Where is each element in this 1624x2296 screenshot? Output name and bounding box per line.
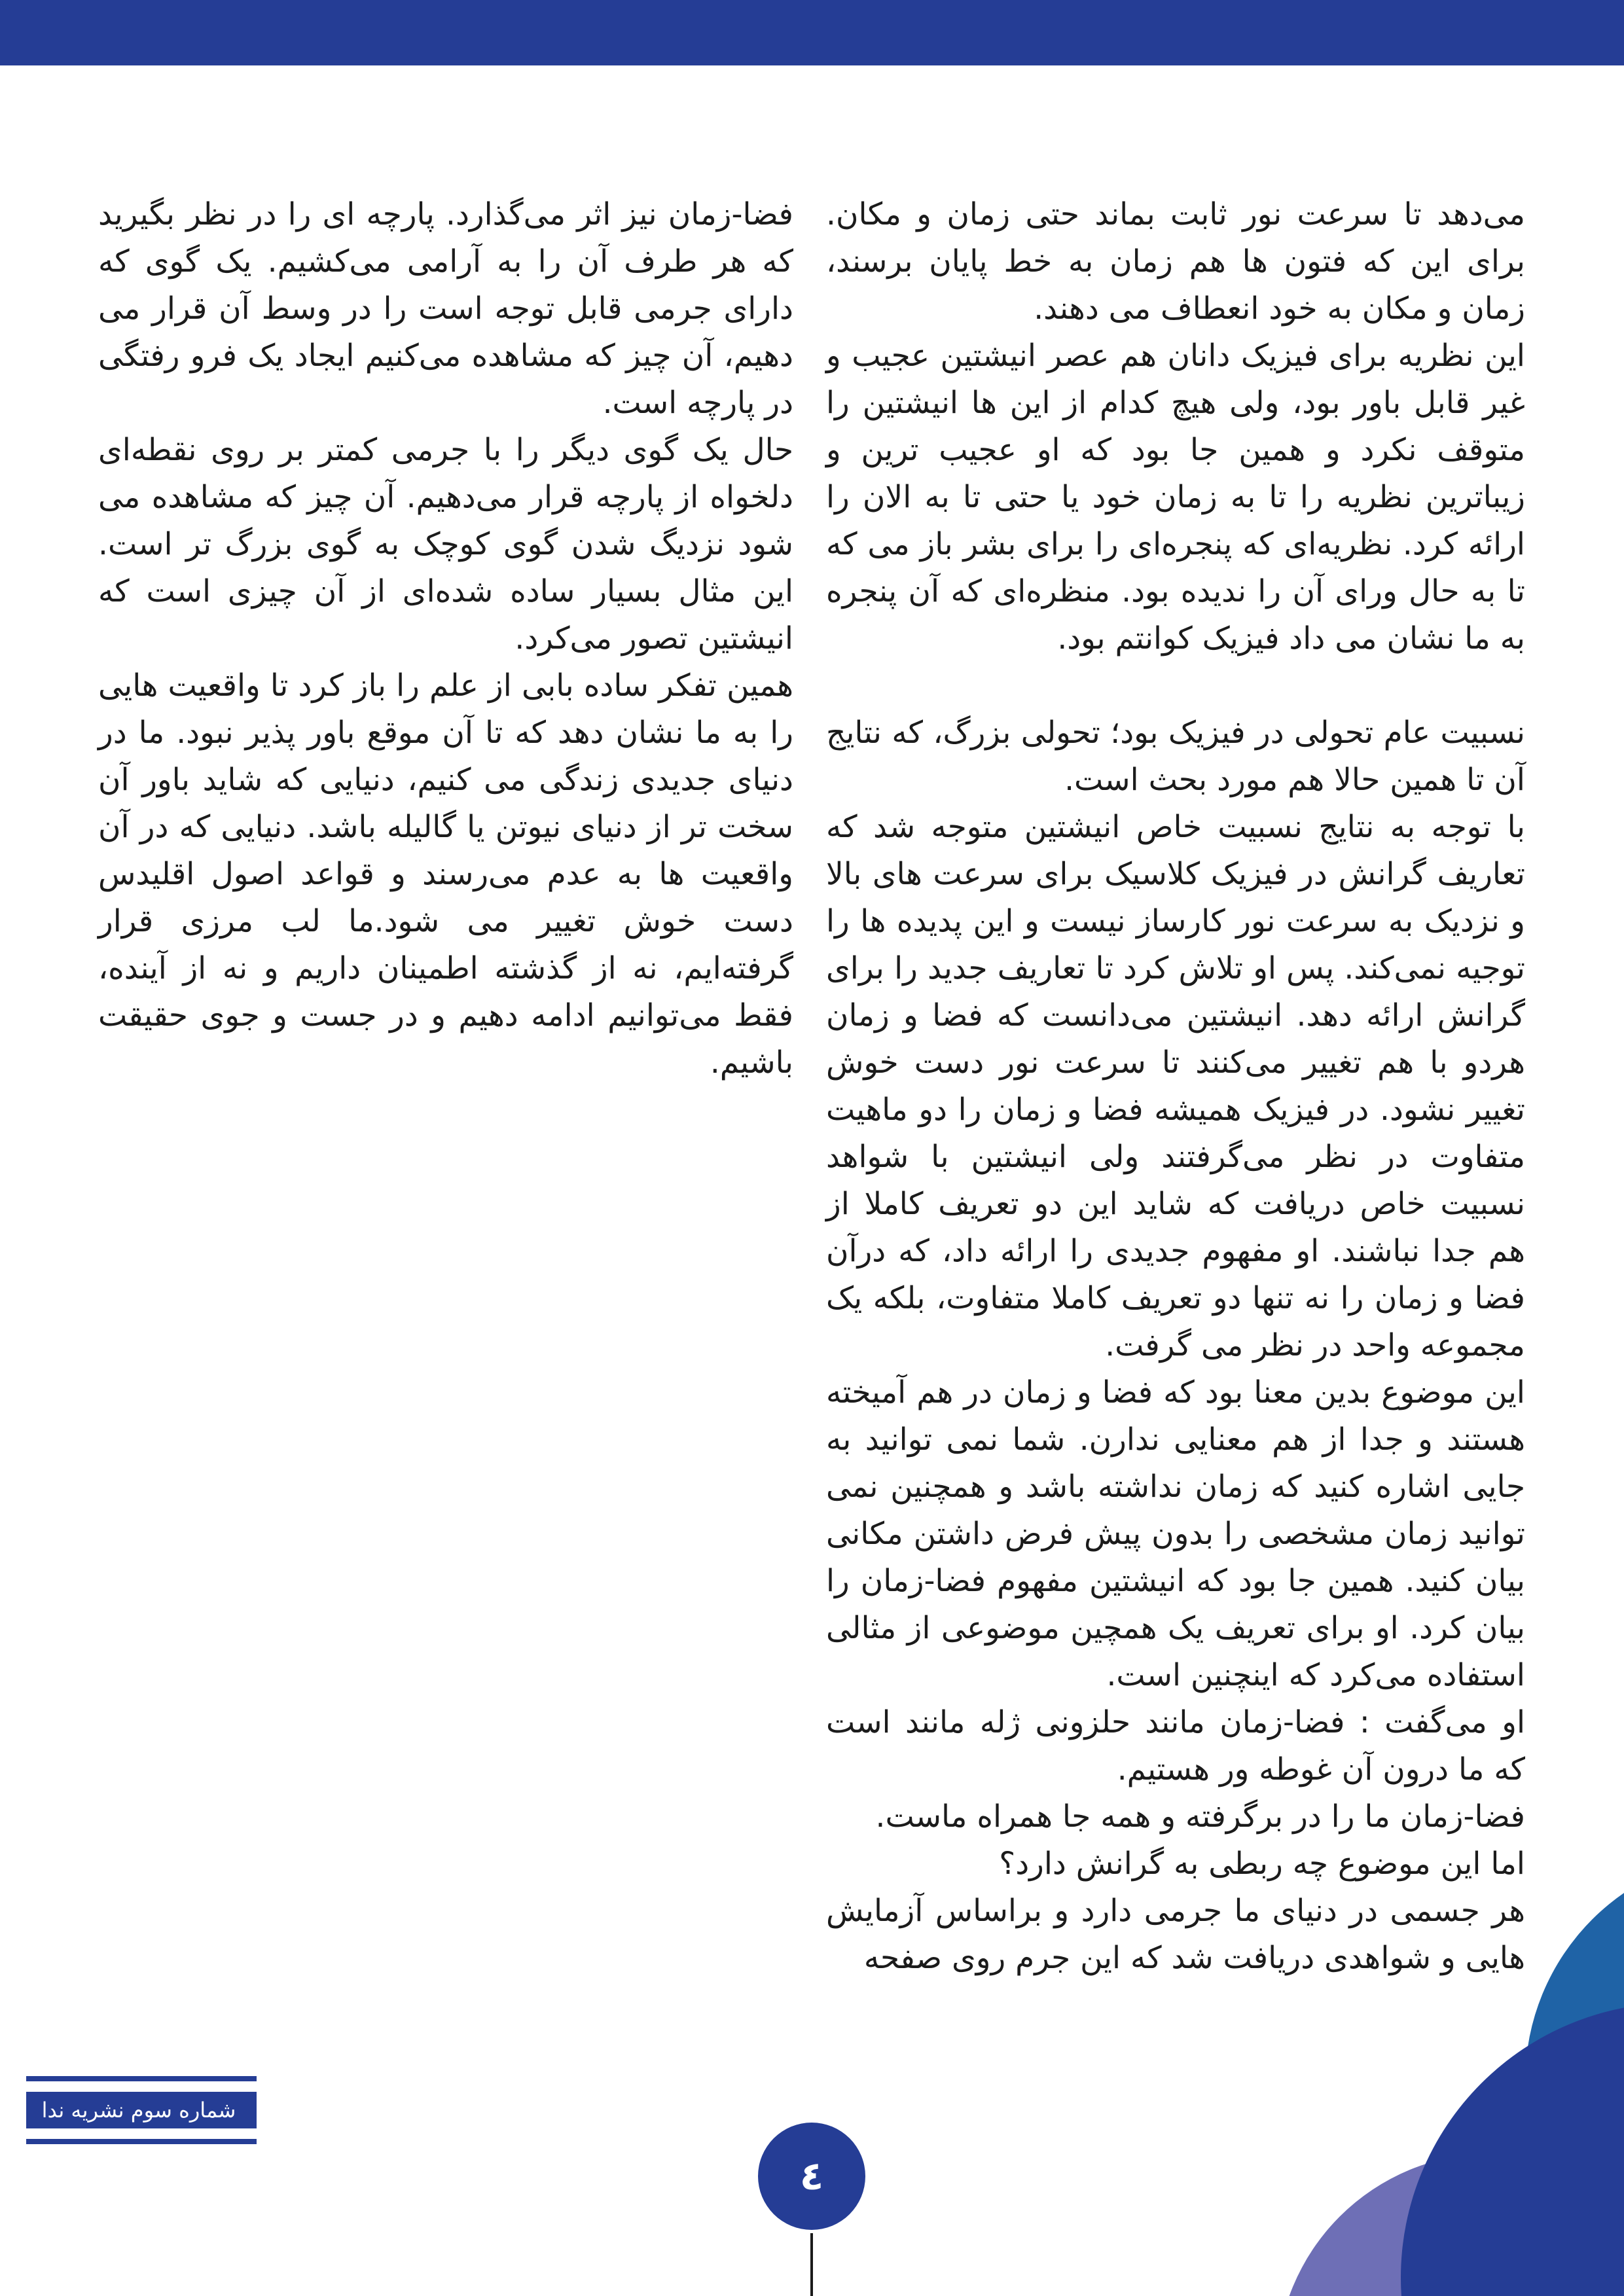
page-number: ٤ — [758, 2123, 865, 2230]
paragraph: حال یک گوی دیگر را با جرمی کمتر بر روی نقطه‌ای دلخواه از پارچه قرار می‌دهیم. آن چیز که مشاهده می شود نزدیگ شدن گوی کوچک به گوی بزرگ تر است. این مثال بسیار ساده شده‌ای از آن چیزی است که انیشتین تصور می‌کرد. — [98, 432, 793, 656]
paragraph: می‌دهد تا سرعت نور ثابت بماند حتی زمان و مکان. برای این که فتون ها هم زمان به خط پایان برسند، زمان و مکان به خود انعطاف می دهند. — [826, 196, 1525, 327]
badge-rule-top — [26, 2076, 257, 2081]
paragraph: این موضوع بدین معنا بود که فضا و زمان در هم آمیخته هستند و جدا از هم معنایی ندارن. شما نمی توانید به جایی اشاره کنید که زمان نداشته باشد و همچنین نمی توانید زمان مشخصی را بدون پیش فرض داشتن مکانی بیان کنید. همین جا بود که انیشتین مفهوم فضا-زمان را بیان کرد. او برای تعریف یک همچین موضوعی از مثالی استفاده می‌کرد که اینچنین است. — [826, 1374, 1525, 1693]
paragraph: اما این موضوع چه ربطی به گرانش دارد؟ — [999, 1846, 1525, 1882]
issue-badge — [26, 2076, 257, 2144]
badge-rule-bottom — [26, 2139, 257, 2144]
decor-circle-light-blue — [1525, 1852, 1624, 2296]
decor-circle-violet — [1276, 2153, 1624, 2296]
paragraph: او می‌گفت : فضا-زمان مانند حلزونی ژله مانند است که ما درون آن غوطه ور هستیم. — [826, 1704, 1525, 1787]
article-column-right — [826, 191, 1525, 1982]
paragraph: هر جسمی در دنیای ما جرمی دارد و براساس آزمایش هایی و شواهدی دریافت شد که این جرم روی صفحه — [826, 1893, 1525, 1976]
issue-badge-label: شماره سوم نشریه ندا — [26, 2092, 257, 2128]
paragraph-spacer — [826, 662, 1525, 709]
paragraph: فضا-زمان ما را در برگرفته و همه جا همراه ماست. — [875, 1799, 1525, 1835]
paragraph: همین تفکر ساده بابی از علم را باز کرد تا واقعیت هایی را به ما نشان دهد که تا آن موقع باور پذیر نبود. ما در دنیای جدیدی زندگی می کنیم، دنیایی که شاید باور آن سخت تر از دنیای نیوتن یا گالیله باشد. دنیایی که در آن واقعیت ها به عدم می‌رسند و قواعد اصول اقلیدس دست خوش تغییر می شود.ما لب مرزی قرار گرفته‌ایم، نه از گذشته اطمینان داریم و نه از آینده، فقط می‌توانیم ادامه دهیم و در جست و جوی حقیقت باشیم. — [98, 668, 793, 1081]
page-number-line — [810, 2233, 813, 2296]
top-header-bar — [0, 0, 1624, 65]
paragraph: نسبیت عام تحولی در فیزیک بود؛ تحولی بزرگ، که نتایج آن تا همین حالا هم مورد بحث است. — [826, 715, 1525, 798]
paragraph: فضا-زمان نیز اثر می‌گذارد. پارچه ای را در نظر بگیرید که هر طرف آن را به آرامی می‌کشیم. یک گوی که دارای جرمی قابل توجه است را در وسط آن قرار می دهیم، آن چیز که مشاهده می‌کنیم ایجاد یک فرو رفتگی در پارچه است. — [98, 196, 793, 421]
article-column-left — [98, 191, 793, 1086]
paragraph: با توجه به نتایج نسبیت خاص انیشتین متوجه شد که تعاریف گرانش در فیزیک کلاسیک برای سرعت های بالا و نزدیک به سرعت نور کارساز نیست و این پدیده ها را توجیه نمی‌کند. پس او تلاش کرد تا تعاریف جدید را برای گرانش ارائه دهد. انیشتین می‌دانست که فضا و زمان هردو با هم تغییر می‌کنند تا سرعت نور دست خوش تغییر نشود. در فیزیک همیشه فضا و زمان را دو ماهیت متفاوت در نظر می‌گرفتند ولی انیشتین با شواهد نسبیت خاص دریافت که شاید این دو تعریف کاملا از هم جدا نباشند. او مفهوم جدیدی را ارائه داد، که درآن فضا و زمان را نه تنها دو تعریف کاملا متفاوت، بلکه یک مجموعه واحد در نظر می گرفت. — [826, 809, 1525, 1363]
paragraph: این نظریه برای فیزیک دانان هم عصر انیشتین عجیب و غیر قابل باور بود، ولی هیچ کدام از این ها انیشتین را متوقف نکرد و همین جا بود که او عجیب ترین و زیباترین نظریه را تا به زمان خود یا حتی تا به الان را ارائه کرد. نظریه‌ای که پنجره‌ای را برای بشر باز می که تا به حال ورای آن را ندیده بود. منظره‌ای که آن پنجره به ما نشان می داد فیزیک کوانتم بود. — [826, 338, 1525, 656]
decor-circle-navy — [1401, 2003, 1624, 2296]
